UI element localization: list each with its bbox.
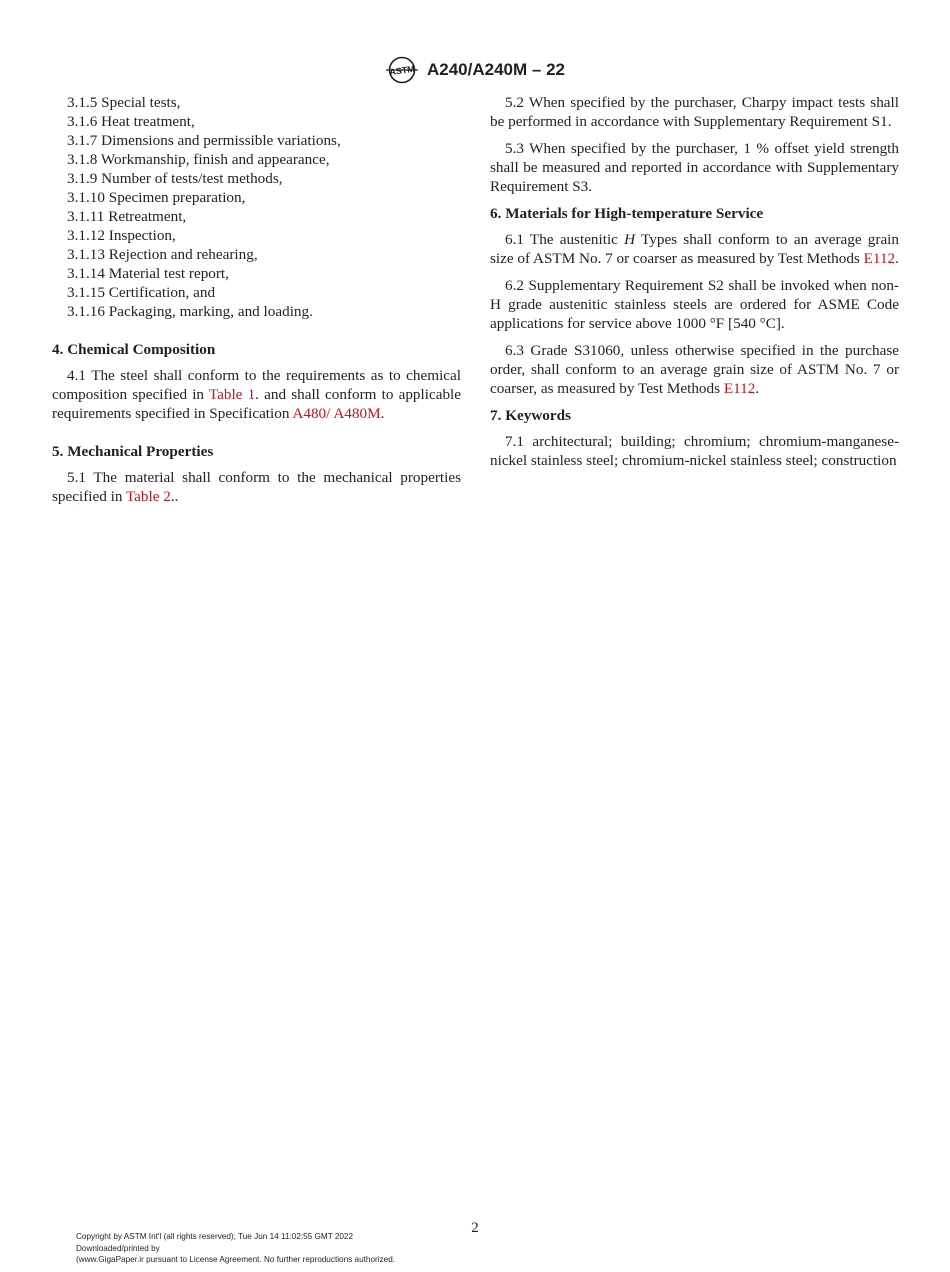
- section-5-heading: 5. Mechanical Properties: [52, 443, 214, 460]
- standard-designation: A240/A240M – 22: [427, 60, 565, 79]
- astm-logo-icon: [385, 56, 419, 84]
- paragraph-6-1: 6.1 The austenitic H Types shall conform to an average grain size of ASTM No. 7 or coarser as measured by Test Methods E112.: [490, 231, 899, 267]
- page-number: 2: [471, 1220, 479, 1236]
- e112-link[interactable]: E112: [863, 250, 896, 267]
- list-item: 3.1.5 Special tests,: [67, 94, 181, 111]
- e112-link[interactable]: E112: [723, 380, 756, 397]
- list-item: 3.1.10 Specimen preparation,: [67, 189, 246, 206]
- table-2-link[interactable]: Table 2: [125, 488, 171, 505]
- requirements-list: [52, 93, 461, 321]
- paragraph-6-2: 6.2 Supplementary Requirement S2 shall be invoked when non-H grade austenitic stainless steels are ordered for ASME Code applications for service above 1000 °F [540 °C].: [490, 277, 899, 332]
- paragraph-7-1: 7.1 architectural; building; chromium; chromium-manganese-nickel stainless steel; chromium-nickel stainless steel; construction: [490, 433, 899, 469]
- right-column: [490, 93, 899, 470]
- page-header: [0, 55, 950, 85]
- section-4-heading: 4. Chemical Composition: [52, 341, 216, 358]
- paragraph-5-2: 5.2 When specified by the purchaser, Charpy impact tests shall be performed in accordance with Supplementary Requirement S1.: [490, 94, 899, 130]
- footer-line: Downloaded/printed by: [76, 1243, 160, 1253]
- table-1-link[interactable]: Table 1: [208, 386, 256, 403]
- list-item: 3.1.7 Dimensions and permissible variations,: [67, 132, 341, 149]
- paragraph-4-1: 4.1 The steel shall conform to the requirements as to chemical composition specified in Table 1. and shall conform to applicable requirements specified in Specification A480/ A480M.: [52, 367, 462, 422]
- footer-line: Copyright by ASTM Int'l (all rights reserved); Tue Jun 14 11:02:55 GMT 2022: [76, 1232, 354, 1241]
- paragraph-6-3: 6.3 Grade S31060, unless otherwise specified in the purchase order, shall conform to an average grain size of ASTM No. 7 or coarser, as measured by Test Methods E112.: [490, 342, 899, 397]
- section-6-heading: 6. Materials for High-temperature Service: [490, 205, 764, 222]
- list-item: 3.1.9 Number of tests/test methods,: [67, 170, 283, 187]
- copyright-footer: [76, 1231, 395, 1266]
- left-column: [52, 93, 461, 506]
- a480-link[interactable]: A480/ A480M: [292, 405, 381, 422]
- list-item: 3.1.13 Rejection and rehearing,: [67, 246, 258, 263]
- list-item: 3.1.11 Retreatment,: [67, 208, 187, 225]
- paragraph-5-3: 5.3 When specified by the purchaser, 1 % offset yield strength shall be measured and reported in accordance with Supplementary Requirement S3.: [490, 140, 899, 195]
- logo-lettering: ASTM: [388, 63, 416, 78]
- list-item: 3.1.8 Workmanship, finish and appearance,: [67, 151, 330, 168]
- list-item: 3.1.12 Inspection,: [67, 227, 176, 244]
- list-item: 3.1.16 Packaging, marking, and loading.: [67, 303, 313, 320]
- paragraph-5-1: 5.1 The material shall conform to the mechanical properties specified in Table 2..: [52, 469, 461, 505]
- list-item: 3.1.14 Material test report,: [67, 265, 229, 282]
- section-7-heading: 7. Keywords: [490, 407, 571, 424]
- list-item: 3.1.6 Heat treatment,: [67, 113, 195, 130]
- list-item: 3.1.15 Certification, and: [67, 284, 216, 301]
- footer-line: (www.GigaPaper.ir pursuant to License Agreement. No further reproductions authorized.: [76, 1255, 396, 1264]
